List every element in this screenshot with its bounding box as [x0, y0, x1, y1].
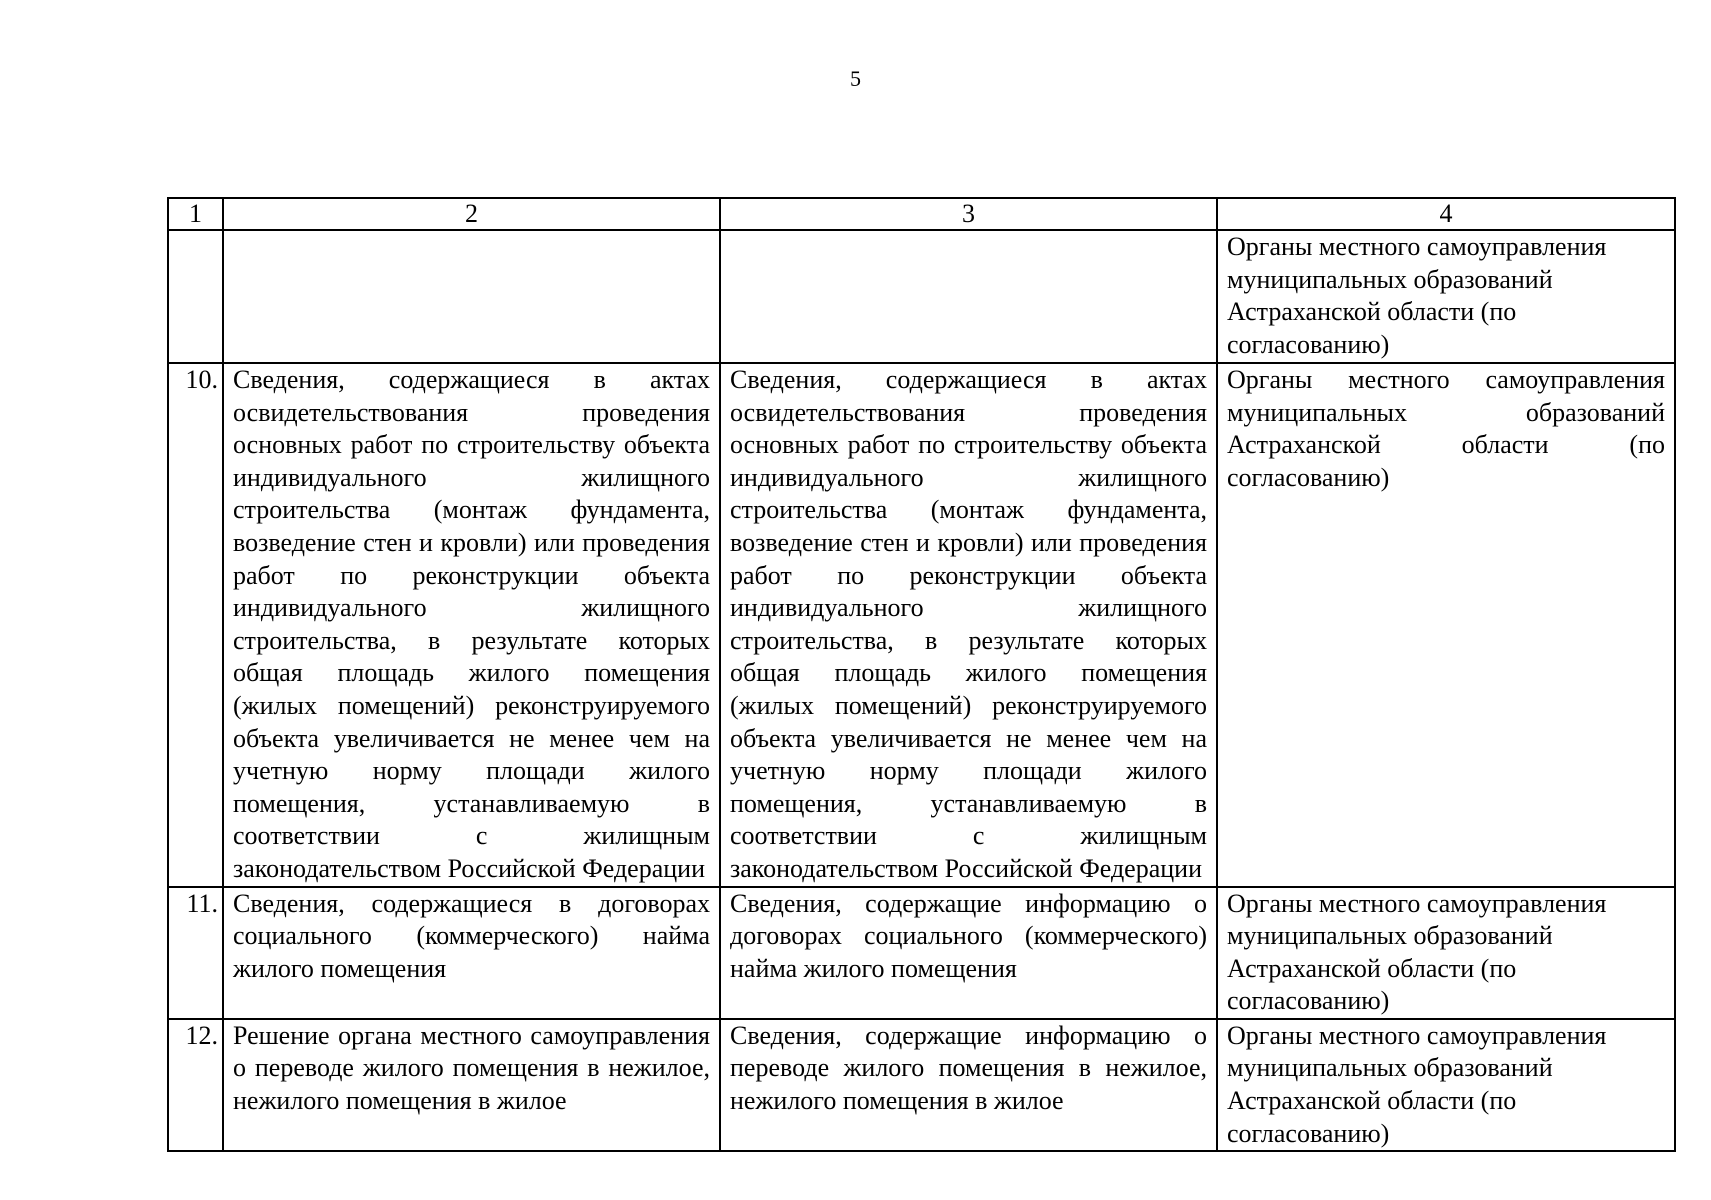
row-authority-cell: Органы местного самоуправления муниципальных образований Астраханской области (по согласованию)	[1217, 887, 1675, 1019]
table-row	[168, 887, 1675, 1019]
row-information-cell	[720, 230, 1217, 363]
row-information-cell: Сведения, содержащие информацию о переводе жилого помещения в нежилое, нежилого помещения в жилое	[720, 1019, 1217, 1151]
row-document-cell: Сведения, содержащиеся в актах освидетельствования проведения основных работ по строительству объекта индивидуального жилищного строительства (монтаж фундамента, возведение стен и кровли) или проведения работ по реконструкции объекта индивидуального жилищного строительства, в результате которых общая площадь жилого помещения (жилых помещений) реконструируемого объекта увеличивается не менее чем на учетную норму площади жилого помещения, устанавливаемую в соответствии с жилищным законодательством Российской Федерации	[223, 363, 720, 887]
column-header: 4	[1217, 198, 1675, 230]
row-number: 10.	[168, 363, 223, 887]
page-number: 5	[850, 66, 861, 91]
row-authority-cell: Органы местного самоуправления муниципальных образований Астраханской области (по согласованию)	[1217, 230, 1675, 363]
table-row	[168, 230, 1675, 363]
table-header-row	[168, 198, 1675, 230]
row-document-cell: Сведения, содержащиеся в договорах социального (коммерческого) найма жилого помещения	[223, 887, 720, 1019]
document-table	[167, 197, 1676, 1152]
row-document-cell	[223, 230, 720, 363]
row-number	[168, 230, 223, 363]
table-row	[168, 1019, 1675, 1151]
row-number: 12.	[168, 1019, 223, 1151]
column-header: 3	[720, 198, 1217, 230]
row-number: 11.	[168, 887, 223, 1019]
column-header: 1	[168, 198, 223, 230]
row-authority-cell: Органы местного самоуправления муниципальных образований Астраханской области (по согласованию)	[1217, 363, 1675, 887]
column-header: 2	[223, 198, 720, 230]
table-row	[168, 363, 1675, 887]
row-information-cell: Сведения, содержащие информацию о договорах социального (коммерческого) найма жилого помещения	[720, 887, 1217, 1019]
row-document-cell: Решение органа местного самоуправления о переводе жилого помещения в нежилое, нежилого помещения в жилое	[223, 1019, 720, 1151]
row-authority-cell: Органы местного самоуправления муниципальных образований Астраханской области (по согласованию)	[1217, 1019, 1675, 1151]
row-information-cell: Сведения, содержащиеся в актах освидетельствования проведения основных работ по строительству объекта индивидуального жилищного строительства (монтаж фундамента, возведение стен и кровли) или проведения работ по реконструкции объекта индивидуального жилищного строительства, в результате которых общая площадь жилого помещения (жилых помещений) реконструируемого объекта увеличивается не менее чем на учетную норму площади жилого помещения, устанавливаемую в соответствии с жилищным законодательством Российской Федерации	[720, 363, 1217, 887]
